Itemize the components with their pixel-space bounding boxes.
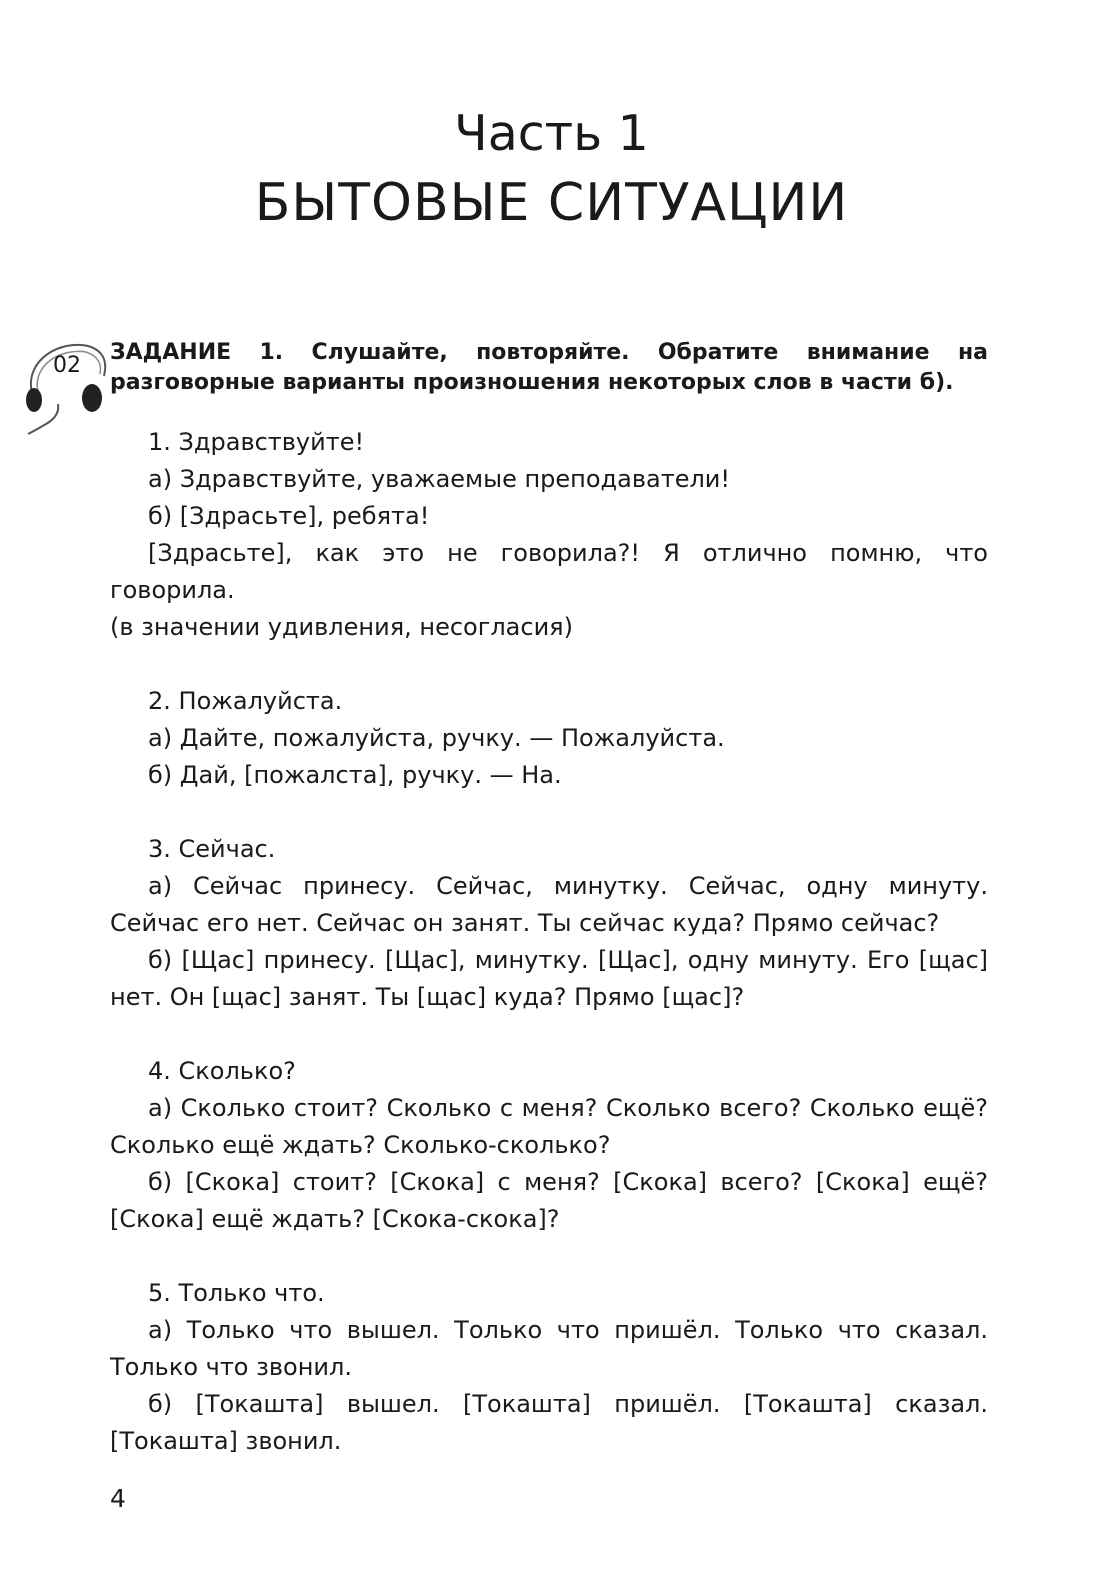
section-heading: 1. Здравствуйте! [148, 428, 365, 456]
example-line: а) Сколько стоит? Сколько с меня? Сколько всего? Сколько ещё? Сколько ещё ждать? Сколько-сколько? [110, 1094, 988, 1159]
section-skolko [110, 1053, 988, 1238]
example-line: [Здрасьте], как это не говорила?! Я отлично помню, что говорила. [110, 539, 988, 604]
section-heading: 5. Только что. [148, 1279, 325, 1307]
example-line: а) Дайте, пожалуйста, ручку. — Пожалуйста. [148, 724, 725, 752]
section-heading: 3. Сейчас. [148, 835, 276, 863]
example-line: б) [Токашта] вышел. [Токашта] пришёл. [Токашта] сказал. [Токашта] звонил. [110, 1390, 988, 1455]
example-line: б) [Щас] принесу. [Щас], минутку. [Щас], одну минуту. Его [щас] нет. Он [щас] занят. Ты [щас] куда? Прямо [щас]? [110, 946, 988, 1011]
headphones-icon [18, 332, 110, 436]
chapter-title: БЫТОВЫЕ СИТУАЦИИ [254, 173, 849, 233]
track-number: 02 [53, 353, 81, 378]
usage-note: (в значении удивления, несогласия) [110, 613, 573, 641]
exercise-content [110, 424, 988, 1460]
task-instruction: ЗАДАНИЕ 1. Слушайте, повторяйте. Обратите внимание на разговорные варианты произношения некоторых слов в части б). [110, 340, 988, 395]
example-line: б) [Скока] стоит? [Скока] с меня? [Скока] всего? [Скока] ещё? [Скока] ещё ждать? [Скока-скока]? [110, 1168, 988, 1233]
example-line: а) Только что вышел. Только что пришёл. Только что сказал. Только что звонил. [110, 1316, 988, 1381]
section-tolko-chto [110, 1275, 988, 1460]
example-line: а) Сейчас принесу. Сейчас, минутку. Сейчас, одну минуту. Сейчас его нет. Сейчас он занят. Ты сейчас куда? Прямо сейчас? [110, 872, 988, 937]
example-line: б) [Здрасьте], ребята! [148, 502, 430, 530]
example-line: а) Здравствуйте, уважаемые преподаватели! [148, 465, 731, 493]
section-seychas [110, 831, 988, 1016]
section-pozhaluysta [110, 683, 988, 794]
section-heading: 2. Пожалуйста. [148, 687, 343, 715]
page-number: 4 [110, 1484, 126, 1513]
chapter-number: Часть 1 [454, 105, 649, 162]
section-heading: 4. Сколько? [148, 1057, 296, 1085]
example-line: б) Дай, [пожалста], ручку. — На. [148, 761, 562, 789]
section-zdravstvuyte [110, 424, 988, 646]
